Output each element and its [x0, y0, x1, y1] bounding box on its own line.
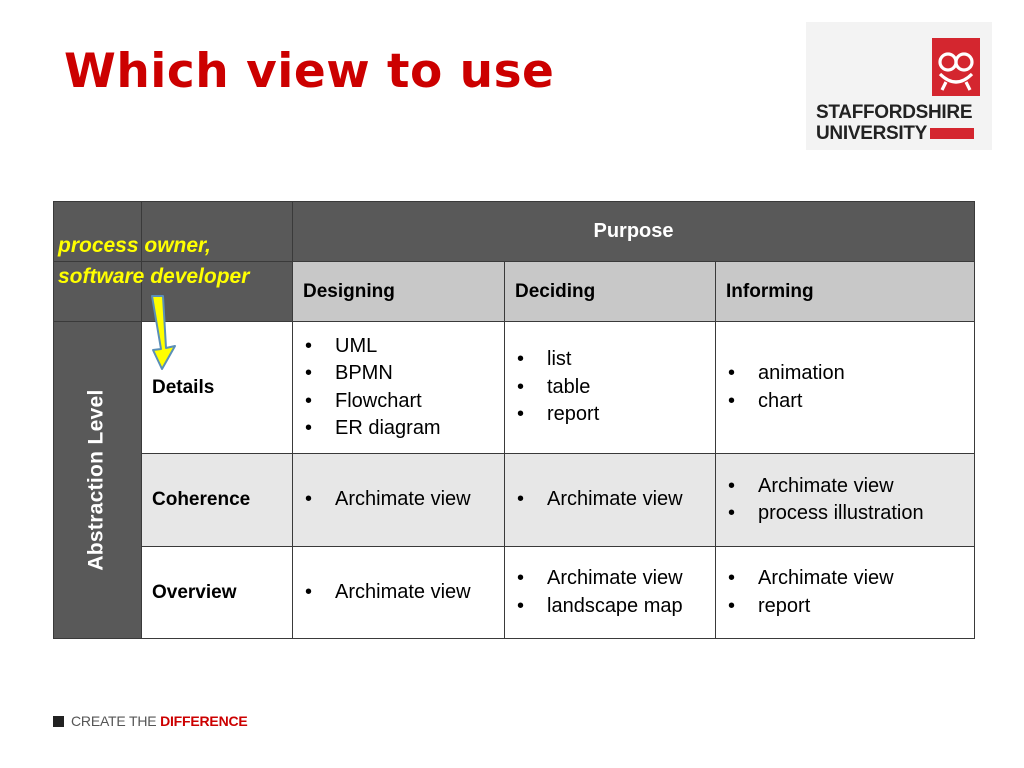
logo-text-line1: STAFFORDSHIRE [816, 102, 973, 123]
footer-square-icon [53, 716, 64, 727]
list-item: • animation [728, 360, 974, 388]
table-cell [505, 322, 716, 454]
logo-accent-bar [930, 128, 974, 139]
list-item: • Archimate view [517, 565, 715, 593]
role-annotation-line2: software developer [58, 265, 250, 288]
footer-tagline-prefix: CREATE THE [71, 713, 161, 729]
row-header-details: Details [142, 322, 293, 454]
purpose-header: Purpose [293, 202, 975, 262]
list-item: • Archimate view [728, 565, 974, 593]
abstraction-level-header [54, 322, 142, 639]
row-header-coherence: Coherence [142, 454, 293, 547]
list-item: • Flowchart [305, 388, 504, 416]
list-item: • Archimate view [517, 486, 715, 514]
list-item: • UML [305, 333, 504, 361]
list-item: • chart [728, 388, 974, 416]
list-item: • table [517, 374, 715, 402]
abstraction-level-label: Abstraction Level [85, 389, 109, 571]
knot-icon [932, 38, 980, 96]
column-header-designing: Designing [293, 262, 505, 322]
list-item: • Archimate view [728, 473, 974, 501]
column-header-deciding: Deciding [505, 262, 716, 322]
table-cell [293, 454, 505, 547]
list-item: • report [517, 401, 715, 429]
footer-tagline [53, 713, 248, 729]
row-header-overview: Overview [142, 547, 293, 639]
role-annotation-line1: process owner, [58, 234, 211, 257]
table-cell [716, 547, 975, 639]
list-item: • report [728, 593, 974, 621]
logo-text-line2: UNIVERSITY [816, 123, 928, 144]
table-cell [716, 454, 975, 547]
list-item: • landscape map [517, 593, 715, 621]
list-item: • BPMN [305, 360, 504, 388]
university-logo [806, 22, 992, 150]
role-annotation [58, 230, 249, 292]
table-cell [716, 322, 975, 454]
table-cell [293, 547, 505, 639]
list-item: • ER diagram [305, 415, 504, 443]
list-item: • process illustration [728, 500, 974, 528]
list-item: • list [517, 346, 715, 374]
table-cell [293, 322, 505, 454]
footer-tagline-emphasis: DIFFERENCE [160, 713, 248, 729]
list-item: • Archimate view [305, 486, 504, 514]
column-header-informing: Informing [716, 262, 975, 322]
slide-title: Which view to use [64, 44, 555, 99]
arrow-down-icon [147, 294, 187, 374]
table-cell [505, 547, 716, 639]
list-item: • Archimate view [305, 579, 504, 607]
table-cell [505, 454, 716, 547]
